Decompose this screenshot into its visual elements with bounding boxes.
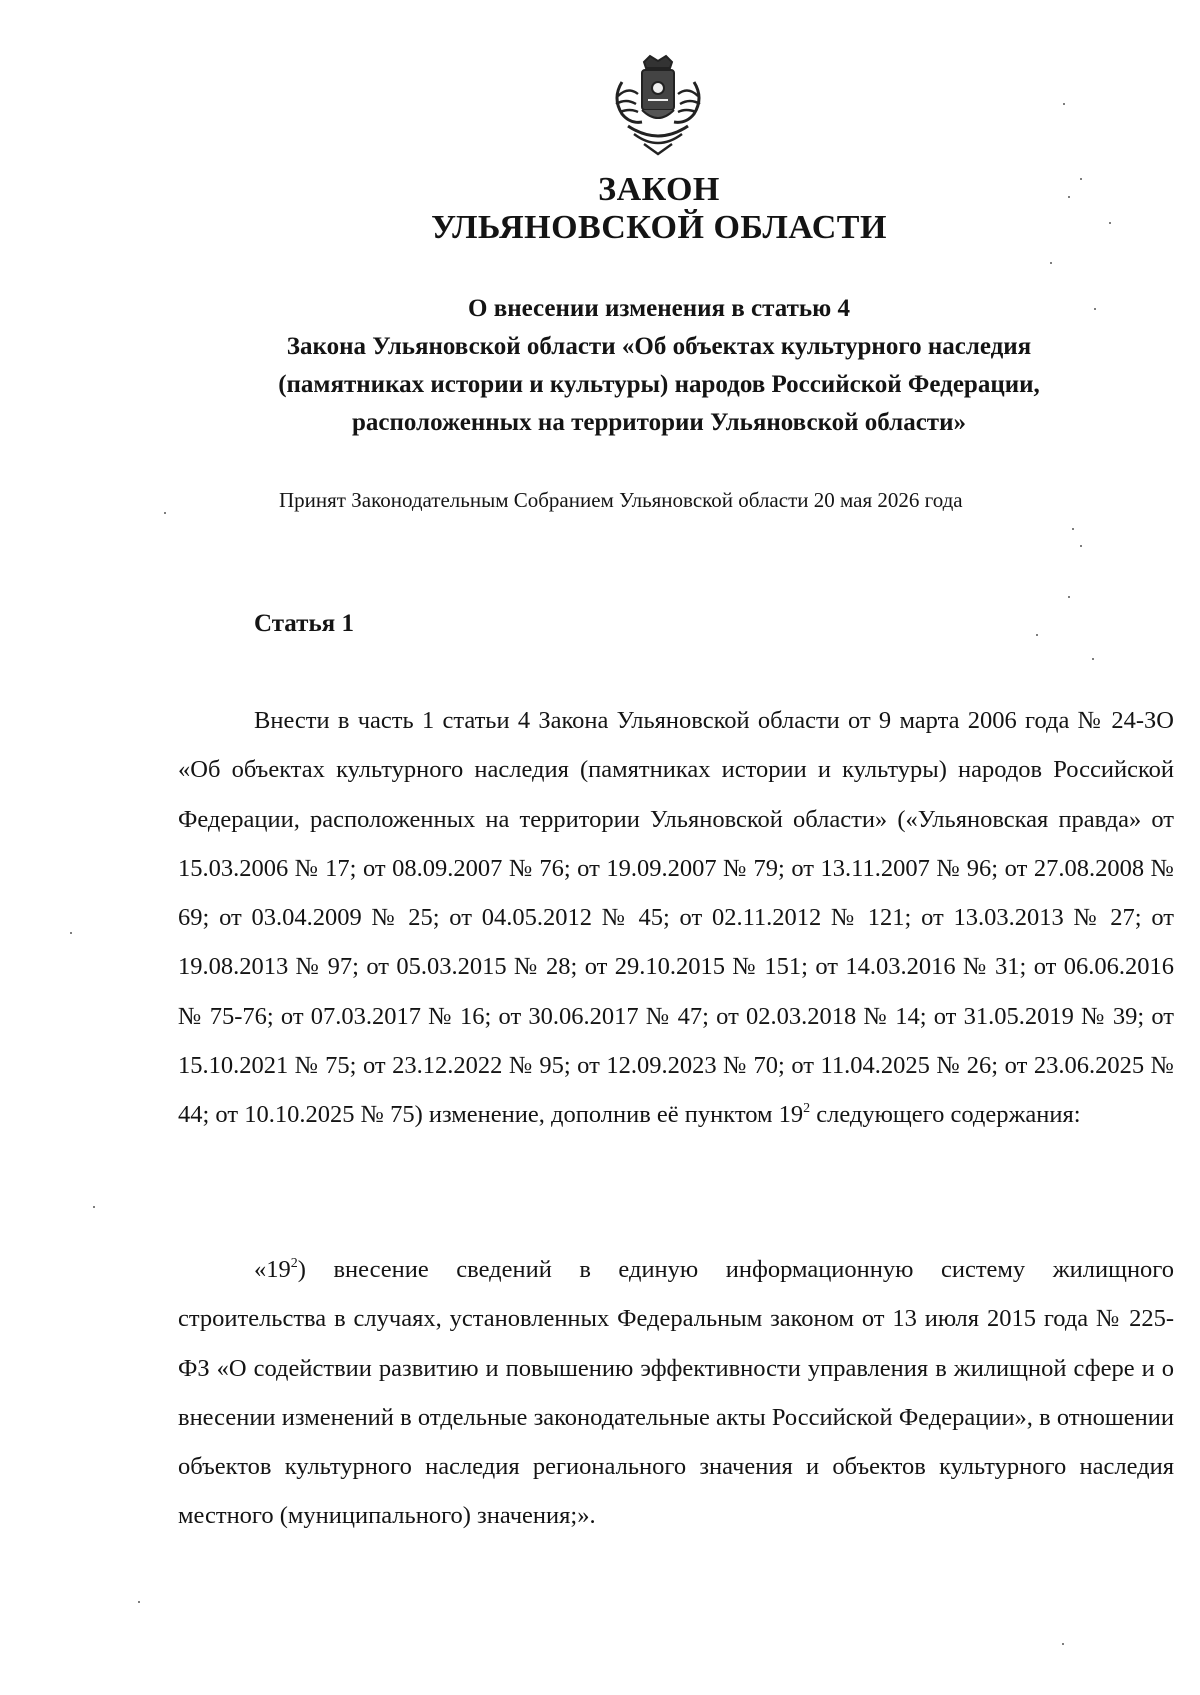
heading-line: Закона Ульяновской области «Об объектах культурного наследия [286,333,1032,360]
coat-of-arms-icon [604,52,712,160]
paragraph-text: следующего содержания: [810,1101,1081,1129]
paragraph-text: Внести в часть 1 статьи 4 Закона Ульяновской области от 9 марта 2006 года № 24-ЗО «Об объектах культурного наследия (памятниках истории и культуры) народов Российской Федерации, расположенных на территории Ульяновской области» («Ульяновская правда» от 15.03.2006 № 17; от 08.09.2007 № 76; от 19.09.2007 № 79; от 13.11.2007 № 96; от 27.08.2008 № 69; от 03.04.2009 № 25; от 04.05.2012 № 45; от 02.11.2012 № 121; от 13.03.2013 № 27; от 19.08.2013 № 97; от 05.03.2015 № 28; от 29.10.2015 № 151; от 14.03.2016 № 31; от 06.06.2016 № 75-76; от 07.03.2017 № 16; от 30.06.2017 № 47; от 02.03.2018 № 14; от 31.05.2019 № 39; от 15.10.2021 № 75; от 23.12.2022 № 95; от 12.09.2023 № 70; от 11.04.2025 № 26; от 23.06.2025 № 44; от 10.10.2025 № 75) изменение, дополнив её пунктом 19 [178,707,1174,1129]
paragraph-text: ) внесение сведений в единую информационную систему жилищного строительства в случаях, установленных Федеральным законом от 13 июля 2015 года № 225-ФЗ «О содействии развитию и повышению эффективности управления в жилищной сфере и о внесении изменений в отдельные законодательные акты Российской Федерации», в отношении объектов культурного наследия регионального значения и объектов культурного наследия местного (муниципального) значения;». [178,1256,1174,1530]
superscript: 2 [803,1101,811,1117]
law-heading [0,290,1200,442]
heading-line: О внесении изменения в статью 4 [468,295,850,322]
paragraph-text: «19 [254,1256,291,1283]
heading-line: (памятниках истории и культуры) народов Российской Федерации, [278,371,1040,398]
article-title: Статья 1 [254,610,354,637]
law-title-line1: ЗАКОН [598,171,720,208]
superscript: 2 [290,1256,298,1271]
law-title-line2: УЛЬЯНОВСКОЙ ОБЛАСТИ [431,209,887,246]
heading-line: расположенных на территории Ульяновской области» [351,409,966,436]
article-paragraph-2 [178,1245,1174,1541]
adoption-date-line: Принят Законодательным Собранием Ульяновской области 20 мая 2026 года [279,488,963,512]
article-paragraph-1 [178,696,1174,1140]
